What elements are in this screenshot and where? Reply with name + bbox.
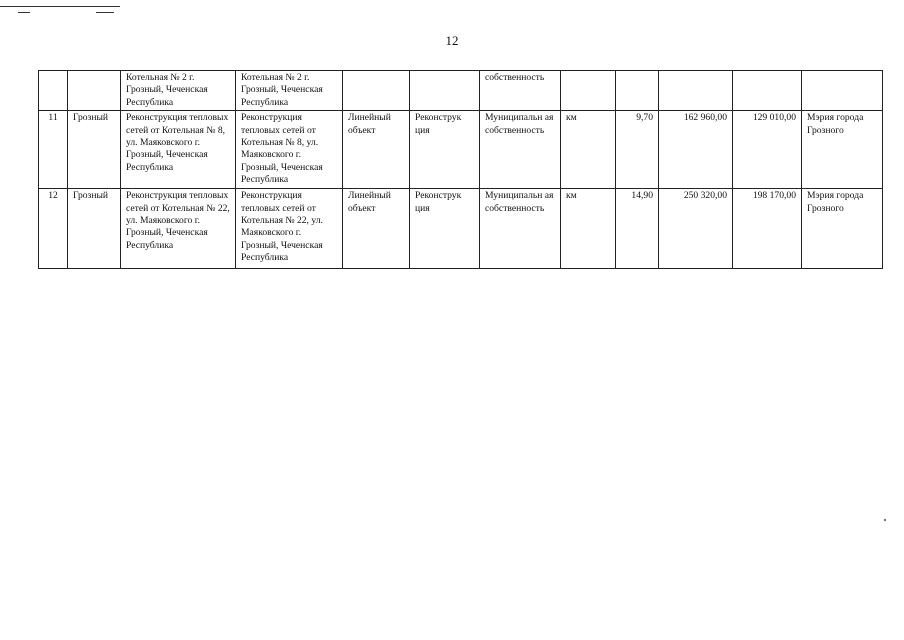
cell-cost-budget: 198 170,00 (733, 189, 802, 269)
cell-cost-budget (733, 71, 802, 111)
cell-municipality: Грозный (68, 189, 121, 269)
cell-cost-budget: 129 010,00 (733, 111, 802, 189)
cell-ownership: Муниципальн ая собственность (480, 189, 561, 269)
cell-name: Реконструкция тепловых сетей от Котельная № 8, ул. Маяковского г. Грозный, Чеченская Республика (121, 111, 236, 189)
cell-quantity: 9,70 (616, 111, 659, 189)
cell-name: Реконструкция тепловых сетей от Котельная № 22, ул. Маяковского г. Грозный, Чеченская Республика (121, 189, 236, 269)
cell-address: Реконструкция тепловых сетей от Котельная № 8, ул. Маяковского г. Грозный, Чеченская Республика (236, 111, 343, 189)
cell-cost-total (659, 71, 733, 111)
cell-ownership: собственность (480, 71, 561, 111)
cell-customer (802, 71, 883, 111)
cell-address: Котельная № 2 г. Грозный, Чеченская Республика (236, 71, 343, 111)
cell-unit: км (561, 111, 616, 189)
cell-unit: км (561, 189, 616, 269)
table-row (39, 111, 883, 189)
table-row (39, 189, 883, 269)
cell-municipality (68, 71, 121, 111)
cell-quantity (616, 71, 659, 111)
page-number: 12 (445, 33, 459, 48)
scan-dot (884, 519, 886, 521)
cell-no (39, 71, 68, 111)
scan-mark (18, 12, 30, 13)
cell-customer: Мэрия города Грозного (802, 111, 883, 189)
cell-address: Реконструкция тепловых сетей от Котельная № 22, ул. Маяковского г. Грозный, Чеченская Республика (236, 189, 343, 269)
cell-object-type: Линейный объект (343, 111, 410, 189)
cell-quantity: 14,90 (616, 189, 659, 269)
cell-work-type: Реконструк ция (410, 111, 480, 189)
cell-object-type: Линейный объект (343, 189, 410, 269)
cell-ownership: Муниципальн ая собственность (480, 111, 561, 189)
cell-municipality: Грозный (68, 111, 121, 189)
cell-work-type (410, 71, 480, 111)
cell-customer: Мэрия города Грозного (802, 189, 883, 269)
scan-mark (96, 12, 114, 13)
cell-cost-total: 162 960,00 (659, 111, 733, 189)
cell-work-type: Реконструк ция (410, 189, 480, 269)
cell-no: 11 (39, 111, 68, 189)
data-table (38, 70, 883, 269)
cell-object-type (343, 71, 410, 111)
scan-mark (0, 6, 120, 7)
cell-name: Котельная № 2 г. Грозный, Чеченская Республика (121, 71, 236, 111)
cell-unit (561, 71, 616, 111)
cell-no: 12 (39, 189, 68, 269)
cell-cost-total: 250 320,00 (659, 189, 733, 269)
table-row (39, 71, 883, 111)
